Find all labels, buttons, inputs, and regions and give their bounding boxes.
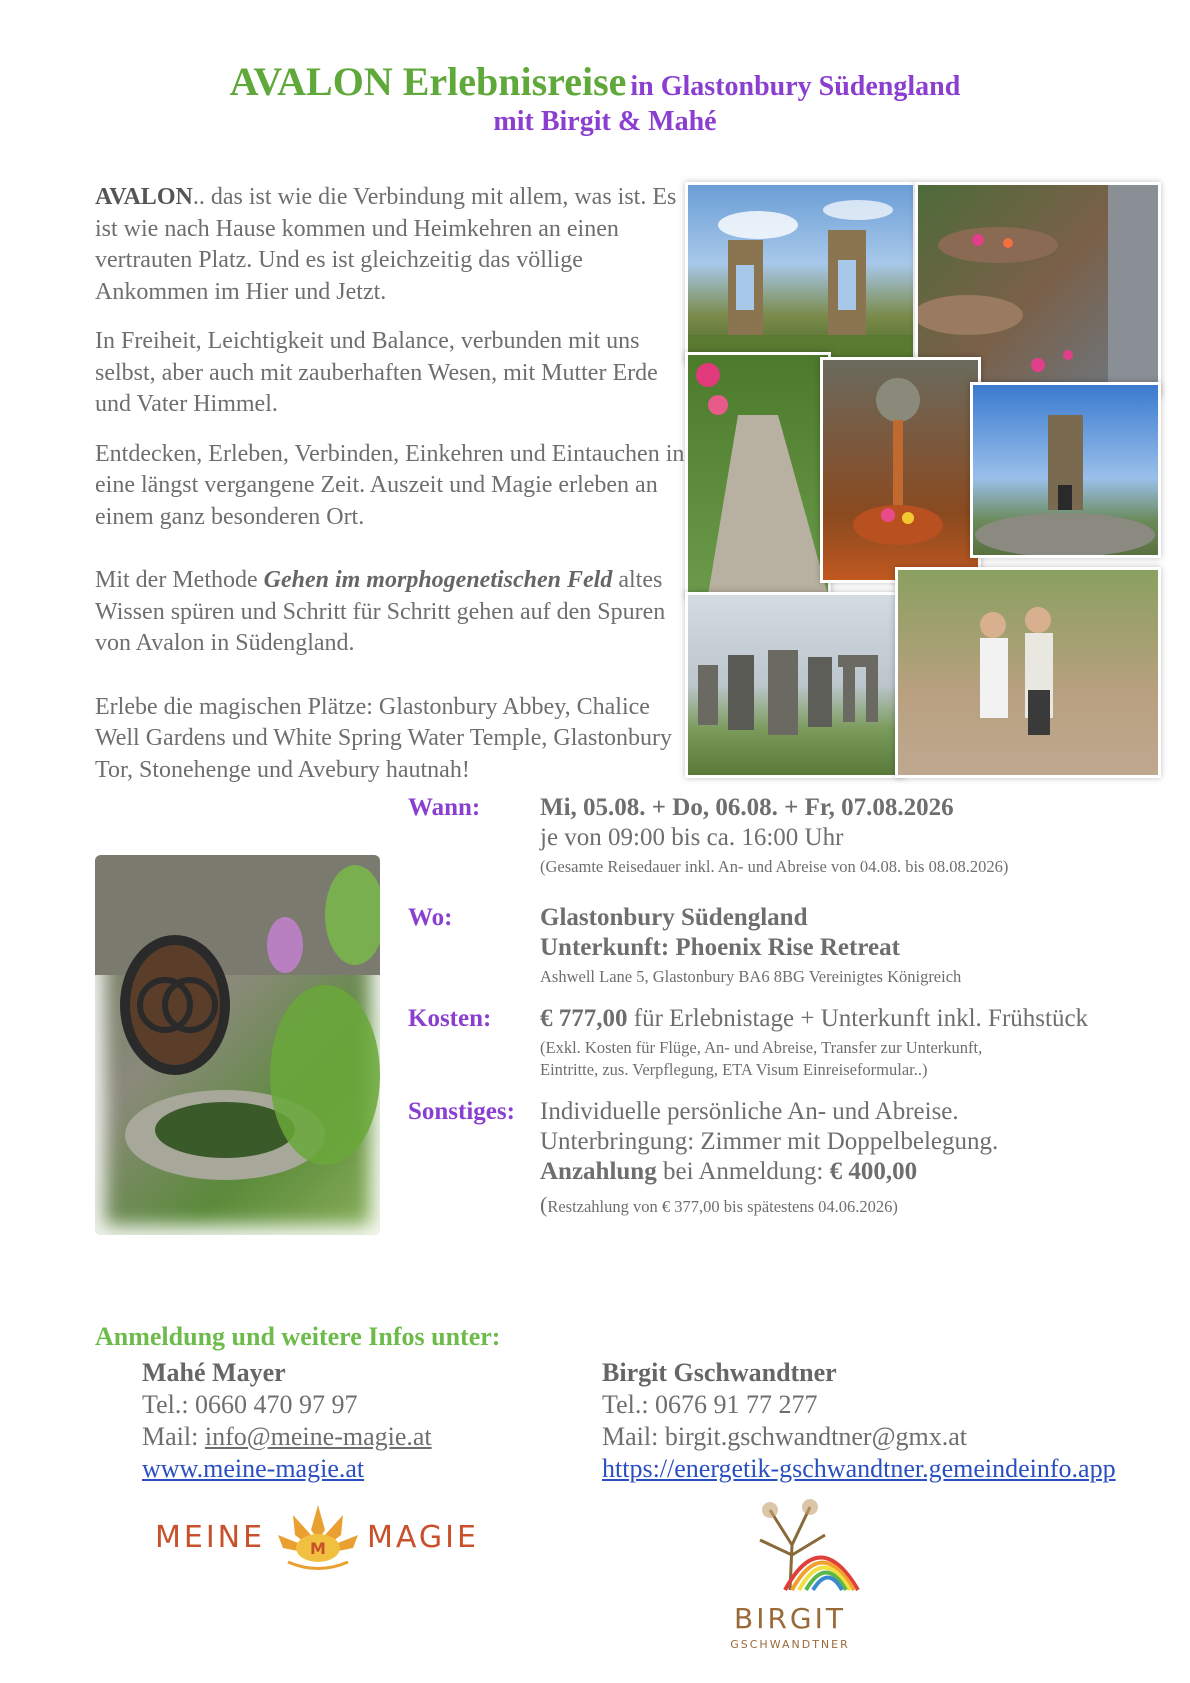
wann-times: je von 09:00 bis ca. 16:00 Uhr (540, 824, 844, 851)
contact-birgit (602, 1357, 1116, 1485)
kosten-price-line (540, 1005, 1088, 1033)
contact-mahe (142, 1357, 432, 1485)
logo-birgit-sub: GSCHWANDTNER (730, 1638, 850, 1651)
intro-p4-pre: Mit der Methode (95, 567, 264, 593)
intro-p5: Erlebe die magischen Plätze: Glastonbury Abbey, Chalice Well Gardens und White Spring Water Temple, Glastonbury Tor, Stonehenge und Avebury hautnah! (95, 693, 673, 783)
sonstiges-line2: Unterbringung: Zimmer mit Doppelbelegung. (540, 1128, 999, 1155)
intro-p1 (95, 182, 685, 308)
contact1-web-link[interactable]: www.meine-magie.at (142, 1454, 365, 1483)
abbey-photo (685, 182, 916, 363)
contact1-mail-label: Mail: (142, 1422, 205, 1451)
logo-magie: MAGIE (367, 1520, 479, 1555)
intro-p4-post: altes Wissen spüren und Schritt für Schritt gehen auf den Spuren von Avalon in Südengland. (95, 567, 666, 656)
contact1-tel[interactable]: Tel.: 0660 470 97 97 (142, 1390, 358, 1419)
tor-illustration (973, 385, 1158, 555)
kosten-note2: Eintritte, zus. Verpflegung, ETA Visum Einreiseformular..) (540, 1060, 928, 1079)
logo-meine: MEINE (155, 1520, 266, 1555)
contact2-mail[interactable]: Mail: birgit.gschwandtner@gmx.at (602, 1422, 968, 1451)
wann-label: Wann: (408, 794, 481, 821)
kosten-price: € 777,00 (540, 1005, 628, 1032)
birgit-logo (690, 1485, 890, 1675)
contact2-tel[interactable]: Tel.: 0676 91 77 277 (602, 1390, 818, 1419)
photo-collage (685, 182, 1160, 807)
lotus-icon (273, 1500, 363, 1580)
women-illustration (898, 570, 1158, 775)
intro-method: Gehen im morphogenetischen Feld (263, 567, 613, 593)
wo-place: Glastonbury Südengland (540, 904, 808, 931)
sonstiges-line1: Individuelle persönliche An- und Abreise. (540, 1098, 959, 1125)
intro-p2: In Freiheit, Leichtigkeit und Balance, verbunden mit uns selbst, aber auch mit zauberhaften Wesen, mit Mutter Erde und Vater Himmel. (95, 328, 658, 417)
restzahlung-paren: ( (540, 1192, 548, 1217)
wann-dates: Mi, 05.08. + Do, 06.08. + Fr, 07.08.2026 (540, 794, 954, 821)
wo-address: Ashwell Lane 5, Glastonbury BA6 8BG Vereinigtes Königreich (540, 967, 962, 986)
restzahlung-note (540, 1192, 898, 1218)
wo-accommodation: Unterkunft: Phoenix Rise Retreat (540, 934, 900, 961)
contact1-name: Mahé Mayer (142, 1358, 286, 1387)
wann-note: (Gesamte Reisedauer inkl. An- und Abreise von 04.08. bis 08.08.2026) (540, 857, 1009, 876)
tree-rainbow-icon (730, 1485, 860, 1595)
svg-text:M: M (310, 1539, 326, 1558)
chalice-well-illustration (95, 855, 380, 1235)
title-sub: in Glastonbury Südengland (630, 71, 961, 102)
title-main: AVALON Erlebnisreise (229, 59, 627, 104)
stonehenge-photo (685, 592, 906, 778)
kosten-price-text: für Erlebnistage + Unterkunft inkl. Frühstück (627, 1005, 1089, 1032)
sonstiges-label: Sonstiges: (408, 1098, 515, 1125)
contact2-name: Birgit Gschwandtner (602, 1358, 837, 1387)
registration-heading: Anmeldung und weitere Infos unter: (95, 1322, 501, 1351)
intro-text (95, 182, 685, 804)
kosten-label: Kosten: (408, 1005, 492, 1032)
chalice-well-photo (95, 855, 380, 1235)
garden-path-photo (685, 352, 831, 598)
logo-birgit-name: BIRGIT (734, 1602, 846, 1635)
intro-p3: Entdecken, Erleben, Verbinden, Einkehren und Eintauchen in eine längst vergangene Zeit. Auszeit und Magie erleben an einem ganz besonderen Ort. (95, 440, 685, 530)
birgit-mahe-photo (895, 567, 1161, 778)
contact1-mail-line (142, 1421, 432, 1453)
anzahlung-bold: Anzahlung (540, 1158, 657, 1185)
wo-label: Wo: (408, 904, 453, 931)
abbey-illustration (688, 185, 913, 360)
fountain-illustration (823, 360, 978, 580)
glastonbury-tor-photo (970, 382, 1161, 558)
restzahlung-text: Restzahlung von € 377,00 bis spätestens 04.06.2026) (547, 1197, 898, 1216)
page-title (0, 58, 1190, 105)
intro-avalon-bold: AVALON (95, 184, 193, 210)
lion-fountain-photo (820, 357, 981, 583)
path-illustration (688, 355, 828, 595)
contact1-mail-link[interactable]: info@meine-magie.at (204, 1422, 432, 1451)
title-line2: mit Birgit & Mahé (493, 106, 717, 137)
contact2-web-link[interactable]: https://energetik-gschwandtner.gemeindeinfo.app (602, 1454, 1116, 1483)
anzahlung-amount: € 400,00 (829, 1158, 918, 1185)
intro-p1-text: .. das ist wie die Verbindung mit allem, was ist. Es ist wie nach Hause kommen und Heimkehren an einen vertrauten Platz. Und es ist gleichzeitig das völlige Ankommen im Hier und Jetzt. (95, 184, 677, 305)
anzahlung-line (540, 1158, 917, 1186)
kosten-note1: (Exkl. Kosten für Flüge, An- und Abreise, Transfer zur Unterkunft, (540, 1038, 983, 1057)
intro-p4 (95, 565, 685, 660)
stonehenge-illustration (688, 595, 903, 775)
meine-magie-logo (155, 1500, 495, 1580)
anzahlung-text: bei Anmeldung: (656, 1158, 830, 1185)
